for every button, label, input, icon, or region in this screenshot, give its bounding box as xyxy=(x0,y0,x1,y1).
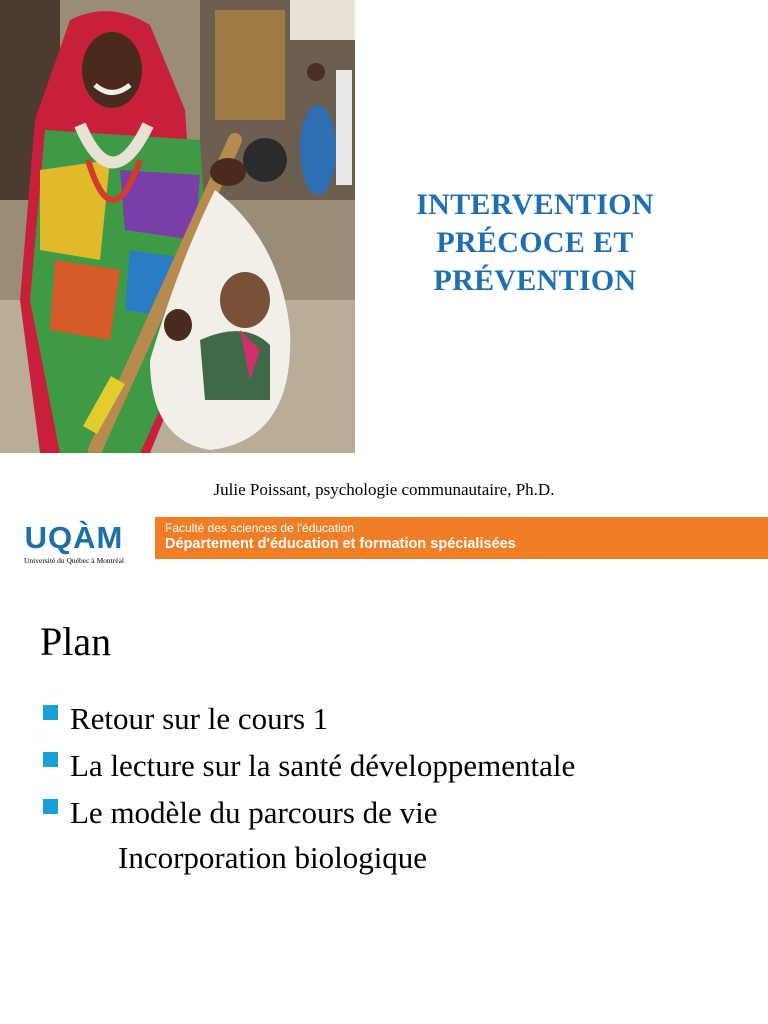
list-item-text: La lecture sur la santé développementale xyxy=(70,748,576,783)
square-bullet-icon xyxy=(43,752,58,767)
plan-title: Plan xyxy=(40,619,112,664)
square-bullet-icon xyxy=(43,799,58,814)
uqam-logo xyxy=(18,522,130,568)
title-line-3: PRÉVENTION xyxy=(433,264,637,297)
uqam-logo-word: UQÀM xyxy=(24,520,124,555)
author-line: Julie Poissant, psychologie communautaire, Ph.D. xyxy=(213,480,555,499)
presentation-title xyxy=(372,186,698,300)
department-name: Département d'éducation et formation spécialisées xyxy=(165,536,516,552)
title-line-2: PRÉCOCE ET xyxy=(436,226,634,259)
title-line-1: INTERVENTION xyxy=(416,188,654,221)
faculty-banner xyxy=(155,517,768,559)
list-item xyxy=(40,742,575,789)
square-bullet-icon xyxy=(43,705,58,720)
list-item-text: Retour sur le cours 1 xyxy=(70,701,329,736)
list-item-text: Le modèle du parcours de vie xyxy=(70,795,438,830)
list-item xyxy=(40,695,575,742)
plan-list xyxy=(40,695,575,836)
uqam-logo-subtitle: Université du Québec à Montréal xyxy=(24,556,124,565)
faculty-name: Faculté des sciences de l'éducation xyxy=(165,521,355,535)
list-item xyxy=(40,789,575,836)
plan-subitem: Incorporation biologique xyxy=(118,840,428,875)
cover-photo-illustration xyxy=(0,0,355,453)
cover-photo xyxy=(0,0,355,453)
